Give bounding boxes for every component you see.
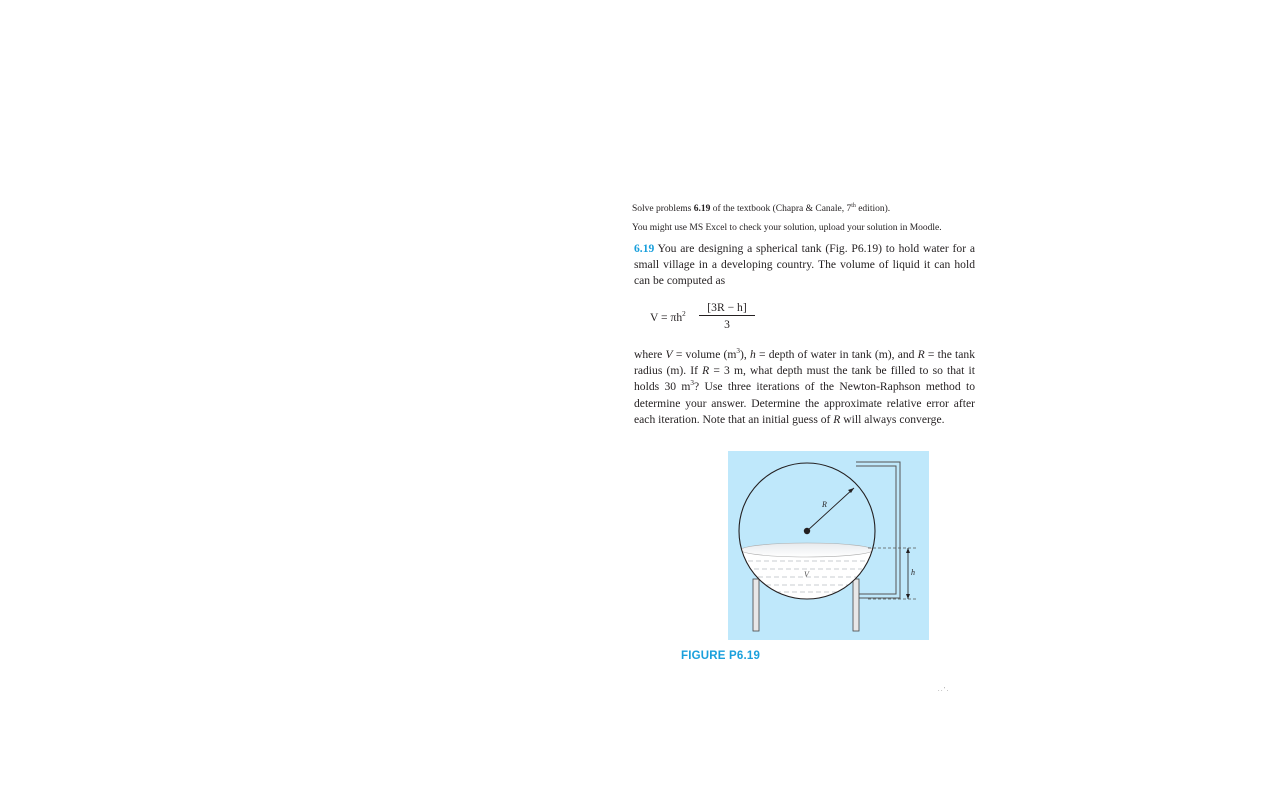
desc-text: where [634, 348, 666, 361]
equation-numerator: [3R − h] [699, 301, 755, 316]
problem-statement [634, 241, 975, 290]
desc-text: = depth of water in tank (m), and [755, 348, 918, 361]
label-V: V [804, 570, 809, 579]
equation-fraction [699, 301, 755, 331]
desc-text: = the tank radius (m). If [634, 348, 975, 378]
instruction-problem-number: 6.19 [693, 204, 711, 214]
desc-text: ), [740, 348, 750, 361]
desc-var: V [665, 348, 673, 361]
problem-intro: You are designing a spherical tank (Fig. P6.19) to hold water for a small village in a developing country. The volume of liquid it can hold can be computed as [634, 242, 975, 288]
desc-text: = volume (m [672, 348, 737, 361]
problem-description [634, 347, 975, 428]
desc-var: R [833, 412, 841, 426]
spherical-tank-figure [728, 451, 929, 640]
problem-number: 6.19 [634, 242, 655, 255]
desc-text: will always converge. [840, 412, 945, 426]
page-specks: . . ' . [938, 687, 949, 693]
desc-exp: 3 [736, 347, 741, 356]
instruction-line-1 [632, 204, 890, 214]
instruction-text: edition). [855, 204, 891, 214]
label-R: R [822, 500, 827, 509]
desc-text: = 3 m, what depth must the tank be filled to so that it holds 30 m [634, 364, 975, 394]
tank-leg-right [853, 579, 859, 631]
equation-lhs [650, 311, 686, 324]
desc-var: h [749, 348, 756, 361]
equation-denominator: 3 [724, 318, 730, 331]
equation-lhs-text: V = πh [650, 311, 683, 324]
desc-text: ? Use three iterations of the Newton-Raphson method to determine your answer. Determine the approximate relative error after each iteration. Note that an initial guess of [634, 380, 975, 426]
water-surface [741, 543, 873, 557]
figure-caption: FIGURE P6.19 [681, 650, 761, 662]
label-h: h [911, 568, 915, 577]
instruction-text: Solve problems [632, 204, 694, 214]
tank-diagram [728, 451, 929, 640]
desc-var: R [917, 348, 925, 361]
tank-leg-left [753, 579, 759, 631]
equation-exponent: 2 [682, 310, 686, 319]
desc-exp: 3 [690, 379, 695, 388]
instruction-text: of the textbook (Chapra & Canale, 7 [710, 204, 852, 214]
desc-var: R [702, 364, 710, 378]
instruction-superscript: th [851, 202, 856, 209]
instruction-line-2: You might use MS Excel to check your solution, upload your solution in Moodle. [632, 223, 942, 233]
